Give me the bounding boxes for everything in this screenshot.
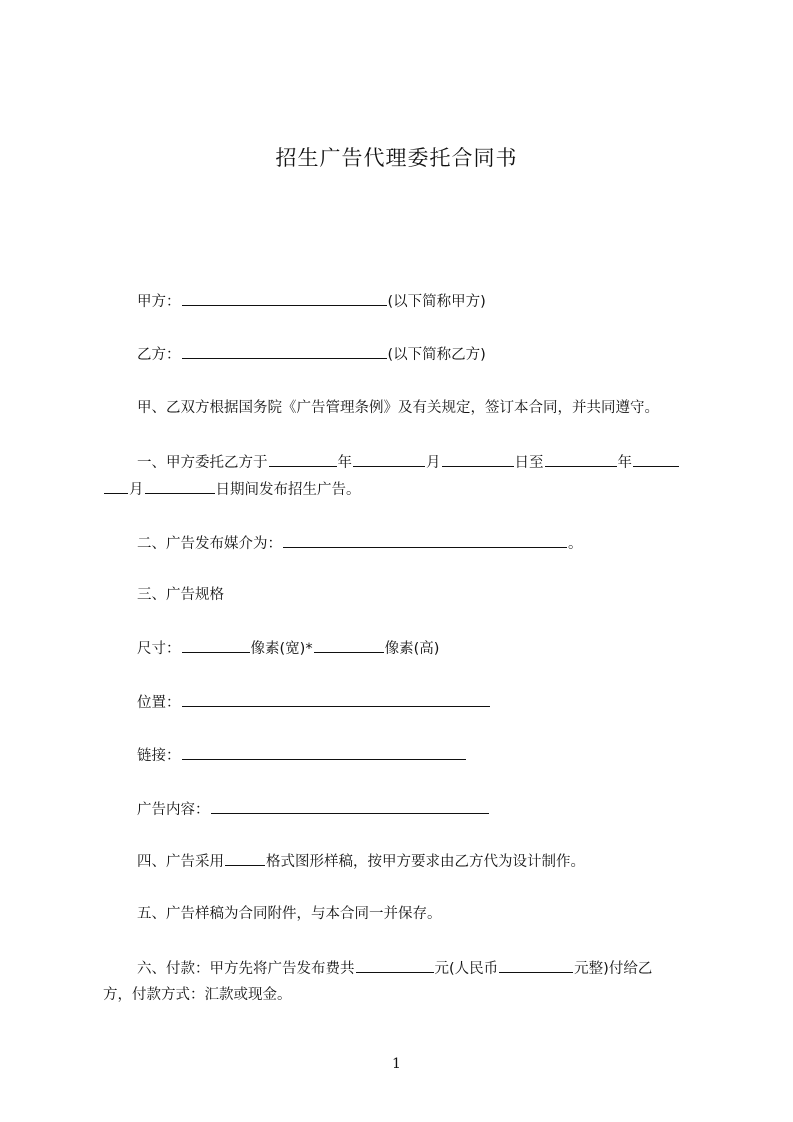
clause-6-line-2: 方，付款方式：汇款或现金。 <box>103 987 292 1003</box>
clause-3-heading: 三、广告规格 <box>137 587 224 603</box>
clause-2-media-blank[interactable] <box>283 533 567 548</box>
clause-6-line-1 <box>137 958 652 979</box>
link-label: 链接： <box>137 748 181 764</box>
clause-1-day-to: 日至 <box>514 455 544 471</box>
party-a-suffix: (以下简称甲方) <box>387 294 486 310</box>
clause-1-start-year-blank[interactable] <box>269 452 337 467</box>
party-b-line <box>137 344 486 365</box>
size-label: 尺寸： <box>137 641 181 657</box>
preamble-paragraph: 甲、乙双方根据国务院《广告管理条例》及有关规定，签订本合同，并共同遵守。 <box>137 400 659 416</box>
clause-6-amount-blank[interactable] <box>356 958 434 973</box>
position-label: 位置： <box>137 695 181 711</box>
party-a-label: 甲方： <box>137 294 181 310</box>
size-height-blank[interactable] <box>314 638 384 653</box>
clause-5-line: 五、广告样稿为合同附件，与本合同一并保存。 <box>137 906 442 922</box>
content-label: 广告内容： <box>137 802 210 818</box>
clause-4-prefix: 四、广告采用 <box>137 854 224 870</box>
size-line <box>137 638 439 659</box>
clause-6-tail: 元整)付给乙 <box>574 961 653 977</box>
page-number: 1 <box>392 1056 401 1072</box>
clause-6-prefix: 六、付款：甲方先将广告发布费共 <box>137 961 355 977</box>
party-a-blank[interactable] <box>182 291 387 306</box>
clause-1-start-month-blank[interactable] <box>353 452 425 467</box>
clause-1-tail: 日期间发布招生广告。 <box>215 482 361 498</box>
size-width-blank[interactable] <box>182 638 250 653</box>
clause-1-start-day-blank[interactable] <box>442 452 514 467</box>
clause-1-month-2: 月 <box>129 482 144 498</box>
clause-1-line-2 <box>103 479 361 500</box>
link-line <box>137 745 467 766</box>
clause-1-month-1: 月 <box>426 455 441 471</box>
clause-1-end-month-blank-a[interactable] <box>633 452 679 467</box>
clause-1-line-1 <box>137 452 680 473</box>
clause-1-end-year-blank[interactable] <box>545 452 617 467</box>
party-b-label: 乙方： <box>137 347 181 363</box>
clause-1-end-month-blank-b[interactable] <box>104 479 128 494</box>
party-a-line <box>137 291 486 312</box>
clause-1-year-2: 年 <box>617 455 632 471</box>
clause-1-prefix: 一、甲方委托乙方于 <box>137 455 268 471</box>
clause-4-suffix: 格式图形样稿，按甲方要求由乙方代为设计制作。 <box>266 854 585 870</box>
clause-1-end-day-blank[interactable] <box>145 479 215 494</box>
clause-1-year-1: 年 <box>337 455 352 471</box>
party-b-blank[interactable] <box>182 344 387 359</box>
clause-2-suffix: 。 <box>568 536 583 552</box>
clause-6-rmb-blank[interactable] <box>499 958 573 973</box>
clause-4-line <box>137 851 585 872</box>
clause-6-yuan: 元(人民币 <box>434 961 499 977</box>
size-height-unit: 像素(高) <box>384 641 440 657</box>
position-line <box>137 692 491 713</box>
clause-2-prefix: 二、广告发布媒介为： <box>137 536 282 552</box>
size-width-unit: 像素(宽)* <box>250 641 313 657</box>
position-blank[interactable] <box>182 692 490 707</box>
party-b-suffix: (以下简称乙方) <box>387 347 486 363</box>
clause-4-format-blank[interactable] <box>225 851 265 866</box>
document-title: 招生广告代理委托合同书 <box>275 146 518 170</box>
link-blank[interactable] <box>182 745 466 760</box>
clause-2-line <box>137 533 583 554</box>
content-blank[interactable] <box>211 799 489 814</box>
content-line <box>137 799 490 820</box>
